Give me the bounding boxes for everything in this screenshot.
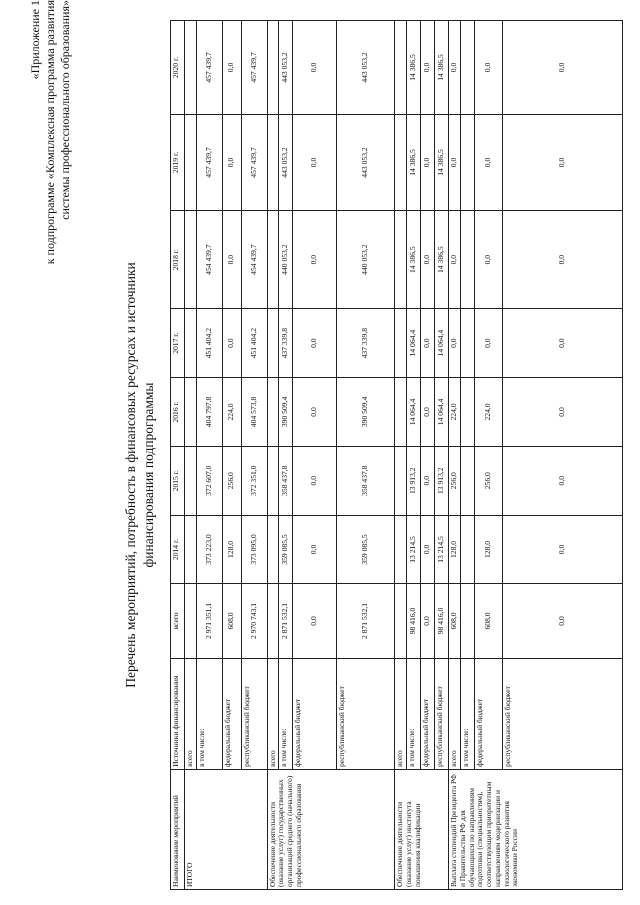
amount-cell: 14 386,5 xyxy=(435,211,449,309)
amount-cell: 451 404,2 xyxy=(241,309,267,378)
amount-cell: 404 573,8 xyxy=(241,378,267,447)
amount-cell xyxy=(461,378,475,447)
amount-cell: 608,0 xyxy=(449,584,461,658)
amount-cell: 457 439,7 xyxy=(241,21,267,115)
amount-cell: 14 386,5 xyxy=(407,114,421,210)
amount-cell xyxy=(461,211,475,309)
amount-cell: 14 386,5 xyxy=(435,114,449,210)
document-title xyxy=(122,165,157,785)
amount-cell: 0,0 xyxy=(503,515,623,584)
amount-cell: 0,0 xyxy=(421,114,435,210)
amount-cell: 0,0 xyxy=(293,309,337,378)
amount-cell xyxy=(267,446,279,515)
table-body xyxy=(185,21,623,890)
amount-cell: 256,0 xyxy=(222,446,241,515)
header-cell: 2017 г. xyxy=(171,309,185,378)
funding-source: федеральный бюджет xyxy=(222,658,241,769)
amount-cell: 14 064,4 xyxy=(435,309,449,378)
amount-cell: 0,0 xyxy=(222,309,241,378)
financing-table xyxy=(170,20,623,890)
amount-cell: 0,0 xyxy=(421,211,435,309)
amount-cell: 451 404,2 xyxy=(196,309,222,378)
appendix-line: системы профессионального образования» xyxy=(58,0,72,220)
amount-cell: 358 437,8 xyxy=(279,446,293,515)
amount-cell xyxy=(395,21,407,115)
amount-cell xyxy=(461,114,475,210)
header-cell: 2018 г. xyxy=(171,211,185,309)
amount-cell: 224,0 xyxy=(449,378,461,447)
funding-source: в том числе: xyxy=(407,658,421,769)
amount-cell: 0,0 xyxy=(421,309,435,378)
amount-cell: 0,0 xyxy=(293,515,337,584)
amount-cell: 256,0 xyxy=(449,446,461,515)
funding-source: республиканский бюджет xyxy=(337,658,395,769)
table-row xyxy=(267,21,279,890)
amount-cell: 443 053,2 xyxy=(279,114,293,210)
header-cell: 2015 г. xyxy=(171,446,185,515)
amount-cell: 0,0 xyxy=(503,114,623,210)
amount-cell: 2 871 532,1 xyxy=(337,584,395,658)
amount-cell xyxy=(185,446,197,515)
table-row xyxy=(461,21,475,890)
funding-source: всего xyxy=(449,658,461,769)
table-row xyxy=(475,21,503,890)
amount-cell: 2 871 532,1 xyxy=(279,584,293,658)
funding-source: республиканский бюджет xyxy=(435,658,449,769)
amount-cell: 14 064,4 xyxy=(435,378,449,447)
amount-cell: 0,0 xyxy=(222,211,241,309)
amount-cell: 0,0 xyxy=(222,21,241,115)
amount-cell: 0,0 xyxy=(475,114,503,210)
appendix-line: «Приложение 1 xyxy=(28,0,42,80)
amount-cell xyxy=(267,584,279,658)
amount-cell: 608,0 xyxy=(222,584,241,658)
title-line: Перечень мероприятий, потребность в финансовых ресурсах и источники xyxy=(123,262,138,688)
amount-cell xyxy=(267,211,279,309)
amount-cell: 0,0 xyxy=(475,211,503,309)
amount-cell: 437 339,8 xyxy=(279,309,293,378)
amount-cell: 128,0 xyxy=(222,515,241,584)
amount-cell: 390 509,4 xyxy=(337,378,395,447)
amount-cell: 0,0 xyxy=(293,446,337,515)
amount-cell xyxy=(461,446,475,515)
amount-cell: 128,0 xyxy=(475,515,503,584)
funding-source: республиканский бюджет xyxy=(241,658,267,769)
header-cell: 2020 г. xyxy=(171,21,185,115)
table-row xyxy=(421,21,435,890)
funding-source: всего xyxy=(395,658,407,769)
amount-cell: 0,0 xyxy=(222,114,241,210)
amount-cell: 13 913,2 xyxy=(435,446,449,515)
amount-cell: 14 386,5 xyxy=(407,211,421,309)
table-row xyxy=(435,21,449,890)
amount-cell: 0,0 xyxy=(293,21,337,115)
amount-cell: 128,0 xyxy=(449,515,461,584)
amount-cell: 0,0 xyxy=(449,114,461,210)
amount-cell: 390 509,4 xyxy=(279,378,293,447)
amount-cell xyxy=(395,446,407,515)
amount-cell xyxy=(185,211,197,309)
funding-source: республиканский бюджет xyxy=(503,658,623,769)
table-row xyxy=(196,21,222,890)
table-row xyxy=(222,21,241,890)
amount-cell: 14 386,5 xyxy=(435,21,449,115)
amount-cell xyxy=(185,584,197,658)
amount-cell: 14 386,5 xyxy=(407,21,421,115)
header-cell: 2016 г. xyxy=(171,378,185,447)
header-cell: Источники финансирования xyxy=(171,658,185,769)
funding-source: всего xyxy=(267,658,279,769)
amount-cell: 443 053,2 xyxy=(279,21,293,115)
measure-name: Обеспечение деятельности (оказание услуг) государственных организаций среднего (начального) профессионального образования xyxy=(267,769,395,889)
amount-cell: 0,0 xyxy=(421,584,435,658)
amount-cell: 373 095,0 xyxy=(241,515,267,584)
amount-cell: 372 607,0 xyxy=(196,446,222,515)
measure-name: Обеспечение деятельности (оказание услуг) института повышения квалификации xyxy=(395,769,449,889)
header-cell: 2019 г. xyxy=(171,114,185,210)
table-row xyxy=(395,21,407,890)
table-row xyxy=(449,21,461,890)
amount-cell: 0,0 xyxy=(503,446,623,515)
amount-cell: 2 970 743,1 xyxy=(241,584,267,658)
funding-source: в том числе: xyxy=(279,658,293,769)
amount-cell: 0,0 xyxy=(293,114,337,210)
funding-source: федеральный бюджет xyxy=(421,658,435,769)
amount-cell: 0,0 xyxy=(449,211,461,309)
amount-cell xyxy=(185,378,197,447)
table-row xyxy=(503,21,623,890)
funding-source: федеральный бюджет xyxy=(293,658,337,769)
amount-cell xyxy=(395,114,407,210)
amount-cell xyxy=(395,211,407,309)
amount-cell: 454 439,7 xyxy=(241,211,267,309)
amount-cell: 437 339,8 xyxy=(337,309,395,378)
amount-cell: 0,0 xyxy=(293,584,337,658)
amount-cell xyxy=(461,515,475,584)
amount-cell: 440 053,2 xyxy=(279,211,293,309)
table-row xyxy=(293,21,337,890)
amount-cell: 0,0 xyxy=(421,378,435,447)
amount-cell: 0,0 xyxy=(449,21,461,115)
amount-cell: 224,0 xyxy=(475,378,503,447)
amount-cell: 443 053,2 xyxy=(337,114,395,210)
funding-source: в том числе: xyxy=(196,658,222,769)
header-cell: Наименование мероприятий xyxy=(171,769,185,889)
funding-source: всего xyxy=(185,658,197,769)
appendix-heading xyxy=(28,0,73,420)
amount-cell xyxy=(395,378,407,447)
amount-cell: 359 085,5 xyxy=(279,515,293,584)
title-line: финансирования подпрограммы xyxy=(140,382,156,568)
amount-cell: 443 053,2 xyxy=(337,21,395,115)
amount-cell: 14 064,4 xyxy=(407,378,421,447)
amount-cell xyxy=(185,21,197,115)
amount-cell: 98 416,0 xyxy=(407,584,421,658)
amount-cell: 14 064,4 xyxy=(407,309,421,378)
amount-cell xyxy=(267,21,279,115)
amount-cell xyxy=(395,515,407,584)
amount-cell xyxy=(185,515,197,584)
amount-cell xyxy=(267,114,279,210)
amount-cell: 0,0 xyxy=(421,21,435,115)
amount-cell: 256,0 xyxy=(475,446,503,515)
amount-cell: 373 223,0 xyxy=(196,515,222,584)
funding-source: федеральный бюджет xyxy=(475,658,503,769)
table-row xyxy=(241,21,267,890)
table-row xyxy=(185,21,197,890)
amount-cell xyxy=(267,515,279,584)
measure-name: Выплата стипендий Президента РФ и Правительства РФ для обучающихся по направлениям подготовки (специальностям), соответствующим приоритетным направлениям модернизации и технологического развития экономики России xyxy=(449,769,623,889)
amount-cell: 0,0 xyxy=(293,378,337,447)
amount-cell: 13 214,5 xyxy=(435,515,449,584)
amount-cell: 2 971 351,1 xyxy=(196,584,222,658)
amount-cell xyxy=(461,309,475,378)
amount-cell: 0,0 xyxy=(293,211,337,309)
amount-cell xyxy=(267,378,279,447)
amount-cell xyxy=(461,584,475,658)
amount-cell: 0,0 xyxy=(503,378,623,447)
table-row xyxy=(407,21,421,890)
funding-source: в том числе: xyxy=(461,658,475,769)
amount-cell: 0,0 xyxy=(449,309,461,378)
amount-cell: 454 439,7 xyxy=(196,211,222,309)
amount-cell: 0,0 xyxy=(503,584,623,658)
amount-cell: 457 439,7 xyxy=(241,114,267,210)
amount-cell xyxy=(461,21,475,115)
amount-cell: 0,0 xyxy=(503,309,623,378)
amount-cell xyxy=(185,114,197,210)
amount-cell: 0,0 xyxy=(421,446,435,515)
amount-cell: 0,0 xyxy=(475,309,503,378)
amount-cell: 98 416,0 xyxy=(435,584,449,658)
amount-cell: 440 053,2 xyxy=(337,211,395,309)
amount-cell: 359 085,5 xyxy=(337,515,395,584)
measure-name: ИТОГО xyxy=(185,769,268,889)
amount-cell: 457 439,7 xyxy=(196,21,222,115)
amount-cell: 372 351,0 xyxy=(241,446,267,515)
table-header-row xyxy=(171,21,185,890)
amount-cell: 0,0 xyxy=(503,21,623,115)
amount-cell: 404 797,8 xyxy=(196,378,222,447)
amount-cell: 0,0 xyxy=(421,515,435,584)
amount-cell: 13 214,5 xyxy=(407,515,421,584)
amount-cell: 224,0 xyxy=(222,378,241,447)
appendix-line: к подпрограмме «Комплексная программа развития xyxy=(43,0,57,265)
amount-cell xyxy=(395,584,407,658)
header-cell: 2014 г. xyxy=(171,515,185,584)
amount-cell xyxy=(395,309,407,378)
table-row xyxy=(337,21,395,890)
amount-cell: 0,0 xyxy=(503,211,623,309)
amount-cell xyxy=(185,309,197,378)
table-row xyxy=(279,21,293,890)
amount-cell xyxy=(267,309,279,378)
amount-cell: 358 437,8 xyxy=(337,446,395,515)
header-cell: всего xyxy=(171,584,185,658)
amount-cell: 13 913,2 xyxy=(407,446,421,515)
amount-cell: 457 439,7 xyxy=(196,114,222,210)
amount-cell: 0,0 xyxy=(475,21,503,115)
amount-cell: 608,0 xyxy=(475,584,503,658)
